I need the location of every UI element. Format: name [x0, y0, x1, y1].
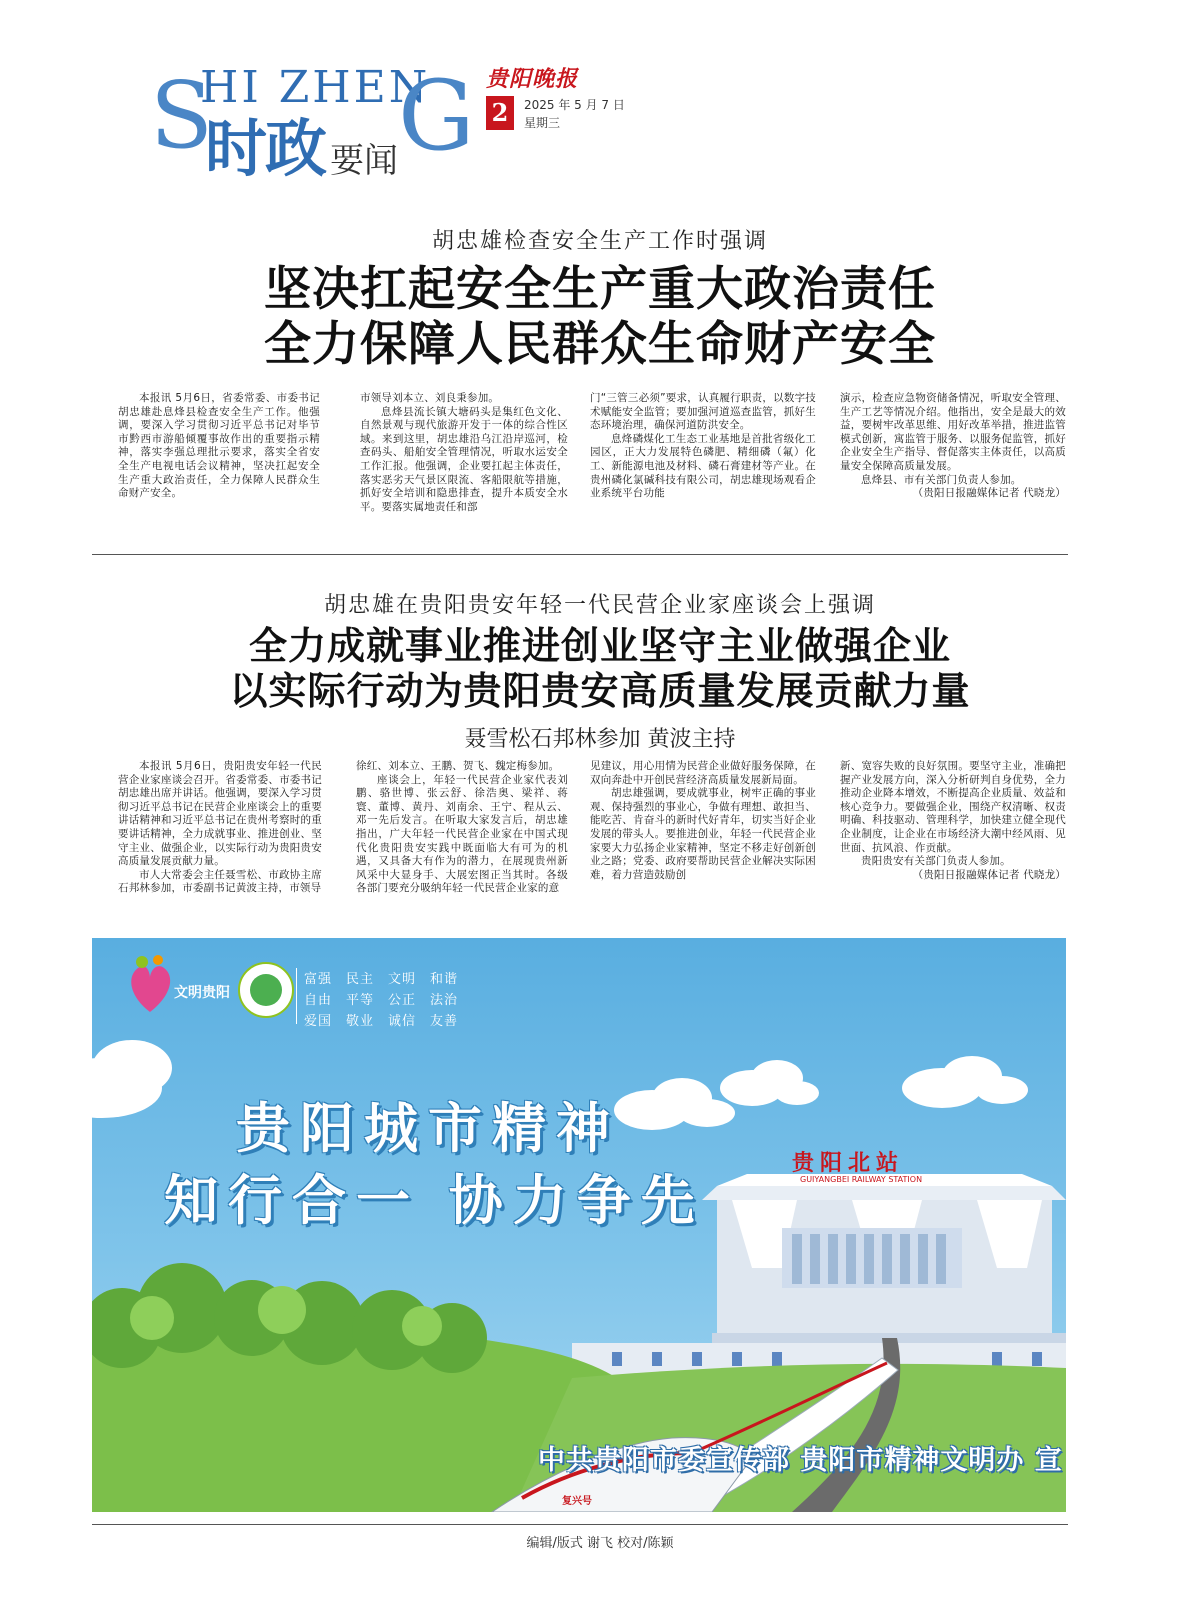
article1-kicker: 胡忠雄检查安全生产工作时强调 — [431, 229, 768, 254]
article1-paragraph: 本报讯 5月6日，省委常委、市委书记胡忠雄赴息烽县检查安全生产工作。他强调，要深入学习贯彻习近平总书记对毕节市黔西市游船倾覆事故作出的重要指示精神，落实李强总理批示要求，落实全省安全生产电视电话会议精神，坚决扛起安全生产重大政治责任，全力保障人民群众生命财产安全。 — [118, 392, 320, 500]
masthead-en-title: HI ZHEN — [200, 62, 431, 113]
core-value: 平等 — [346, 993, 375, 1008]
masthead-letter-s: S — [150, 62, 214, 169]
core-value: 自由 — [304, 993, 333, 1008]
article2-headline-line2: 以实际行动为贵阳贵安高质量发展贡献力量 — [229, 668, 971, 713]
public-service-poster — [92, 938, 1066, 1512]
core-value: 法治 — [430, 993, 459, 1008]
article2-paragraph: 胡忠雄强调，要成就事业，树牢正确的事业观、保持强烈的事业心，争做有理想、敢担当、能吃苦、肯奋斗的新时代好青年，切实当好企业发展的带头人。要推进创业，年轻一代民营企业家要大力弘扬企业家精神，坚定不移走好创新创业之路；党委、政府要帮助民营企业解决实际困难，着力营造鼓励创 — [590, 787, 816, 881]
article1-column-3 — [590, 392, 816, 532]
emblem-icon — [238, 962, 294, 1018]
article2-paragraph: 新、宽容失败的良好氛围。要坚守主业，准确把握产业发展方向，深入分析研判自身优势，全力推动企业降本增效，不断提高企业质量、效益和核心竞争力。要做强企业，围绕产权清晰、权责明确、科技驱动、管理科学，加快建立健全现代企业制度，让企业在市场经济大潮中经风雨、见世面、抗风浪、作贡献。 — [840, 760, 1066, 854]
civilized-guiyang-logo — [122, 952, 178, 1022]
article2-column-4 — [840, 760, 1066, 910]
core-value: 富强 — [304, 972, 333, 987]
section-subtitle: 要闻 — [330, 141, 398, 181]
section-title: 时政 — [205, 112, 326, 185]
article2-paragraph: 座谈会上，年轻一代民营企业家代表刘鹏、骆世博、张云舒、徐浩奥、梁祥、蒋寰、董博、黄丹、刘南余、王宁、程从云、邓一先后发言。在听取大家发言后，胡忠雄指出，广大年轻一代民营企业家在中国式现代化贵阳贵安实践中既面临大有可为的机遇，又具备大有作为的潜力，在展现贵州新风采中大显身手、大展宏图正当其时。各级各部门要充分吸纳年轻一代民营企业家的意 — [356, 773, 568, 895]
article2-paragraph: 徐红、刘本立、王鹏、贺飞、魏定梅参加。 — [356, 760, 560, 772]
train-label: 复兴号 — [562, 1496, 592, 1507]
editor-credits: 编辑/版式 谢飞 校对/陈颖 — [526, 1536, 674, 1551]
poster-title-line1: 贵阳城市精神 — [236, 1097, 620, 1160]
issue-weekday: 星期三 — [524, 116, 561, 130]
article1-headline-line2: 全力保障人民群众生命财产安全 — [264, 317, 936, 373]
article1-paragraph: 门“三管三必须”要求，认真履行职责，以数字技术赋能安全监管；要加强河道巡查监管，抓好生态环境治理，确保河道防洪安全。 — [590, 392, 816, 432]
footer-divider — [92, 1524, 1068, 1525]
article2-headline-line1: 全力成就事业推进创业坚守主业做强企业 — [248, 624, 951, 668]
core-value: 民主 — [346, 972, 375, 987]
dateline — [524, 96, 625, 132]
core-value: 和谐 — [430, 972, 459, 987]
core-value: 公正 — [388, 993, 417, 1008]
section-divider — [92, 554, 1068, 555]
article1-paragraph: 息烽县流长镇大塘码头是集红色文化、自然景观与现代旅游开发于一体的综合性区域。来到这里，胡忠雄沿乌江沿岸巡河，检查码头、船舶安全管理情况，听取水运安全工作汇报。他强调，企业要扛起主体责任，落实恶劣天气景区限流、客船限航等措施，抓好安全培训和隐患排查，提升本质安全水平。要落实属地责任和部 — [360, 405, 568, 513]
article1-headline — [0, 262, 1200, 373]
article2-column-1 — [118, 760, 322, 910]
masthead-letter-g: G — [398, 60, 475, 172]
article2-headline — [0, 624, 1200, 714]
article1-paragraph: 市领导刘本立、刘良秉参加。 — [360, 392, 500, 404]
article1-column-2 — [360, 392, 568, 532]
article1-column-1 — [118, 392, 320, 532]
article1-paragraph: 演示，检查应急物资储备情况，听取安全管理、生产工艺等情况介绍。他指出，安全是最大的效益，要树牢改革思维、用好改革举措，推进监管模式创新，寓监管于服务、以服务促监管，抓好企业安全生产指导、督促落实主体责任，以高质量安全保障高质量发展。 — [840, 392, 1066, 472]
page-number: 2 — [486, 96, 514, 130]
article2-paragraph: 本报讯 5月6日，贵阳贵安年轻一代民营企业家座谈会召开。省委常委、市委书记胡忠雄出席并讲话。他强调，要深入学习贯彻习近平总书记在民营企业座谈会上的重要讲话精神和习近平总书记在贵州考察时的重要讲话精神，全力成就事业、推进创业、坚守主业、做强企业，以实际行动为贵阳贵安高质量发展贡献力量。 — [118, 760, 322, 868]
core-value: 爱国 — [304, 1014, 333, 1029]
article2-paragraph: 市人大常委会主任聂雪松、市政协主席石邦林参加，市委副书记黄波主持，市领导 — [118, 868, 322, 895]
article2-column-2 — [356, 760, 568, 910]
article2-column-3 — [590, 760, 816, 910]
core-value: 友善 — [430, 1014, 459, 1029]
core-value: 敬业 — [346, 1014, 375, 1029]
station-name-en: GUIYANGBEI RAILWAY STATION — [800, 1175, 923, 1184]
article2-byline: （贵阳日报融媒体记者 代晓龙） — [912, 868, 1066, 881]
logo-text: 文明贵阳 — [174, 985, 230, 1001]
issue-date: 2025 年 5 月 7 日 — [524, 98, 625, 112]
newspaper-name: 贵阳晚报 — [486, 66, 579, 92]
article2-paragraph: 见建议，用心用情为民营企业做好服务保障，在双向奔赴中开创民营经济高质量发展新局面。 — [590, 760, 816, 786]
poster-title-line2: 知行合一 协力争先 — [164, 1169, 705, 1232]
article2-kicker: 胡忠雄在贵阳贵安年轻一代民营企业家座谈会上强调 — [323, 593, 876, 618]
article1-column-4 — [840, 392, 1066, 532]
core-value: 文明 — [388, 972, 417, 987]
core-value: 诚信 — [388, 1014, 417, 1029]
logo-divider — [296, 968, 297, 1024]
article1-byline: （贵阳日报融媒体记者 代晓龙） — [912, 487, 1066, 500]
core-values-grid — [304, 968, 468, 1029]
article1-headline-line1: 坚决扛起安全生产重大政治责任 — [264, 262, 936, 317]
article2-paragraph: 贵阳贵安有关部门负责人参加。 — [861, 855, 1011, 868]
article2-subhead: 聂雪松石邦林参加 黄波主持 — [464, 727, 736, 752]
station-name-cn: 贵阳北站 — [792, 1150, 905, 1176]
poster-credit: 中共贵阳市委宣传部 贵阳市精神文明办 宣 — [538, 1445, 1063, 1476]
article1-paragraph: 息烽磷煤化工生态工业基地是首批省级化工园区，正大力发展特色磷肥、精细磷（氟）化工、新能源电池及材料、磷石膏建材等产业。在贵州磷化氯碱科技有限公司，胡忠雄现场观看企业系统平台功能 — [590, 432, 816, 500]
article1-paragraph: 息烽县、市有关部门负责人参加。 — [861, 473, 1022, 486]
